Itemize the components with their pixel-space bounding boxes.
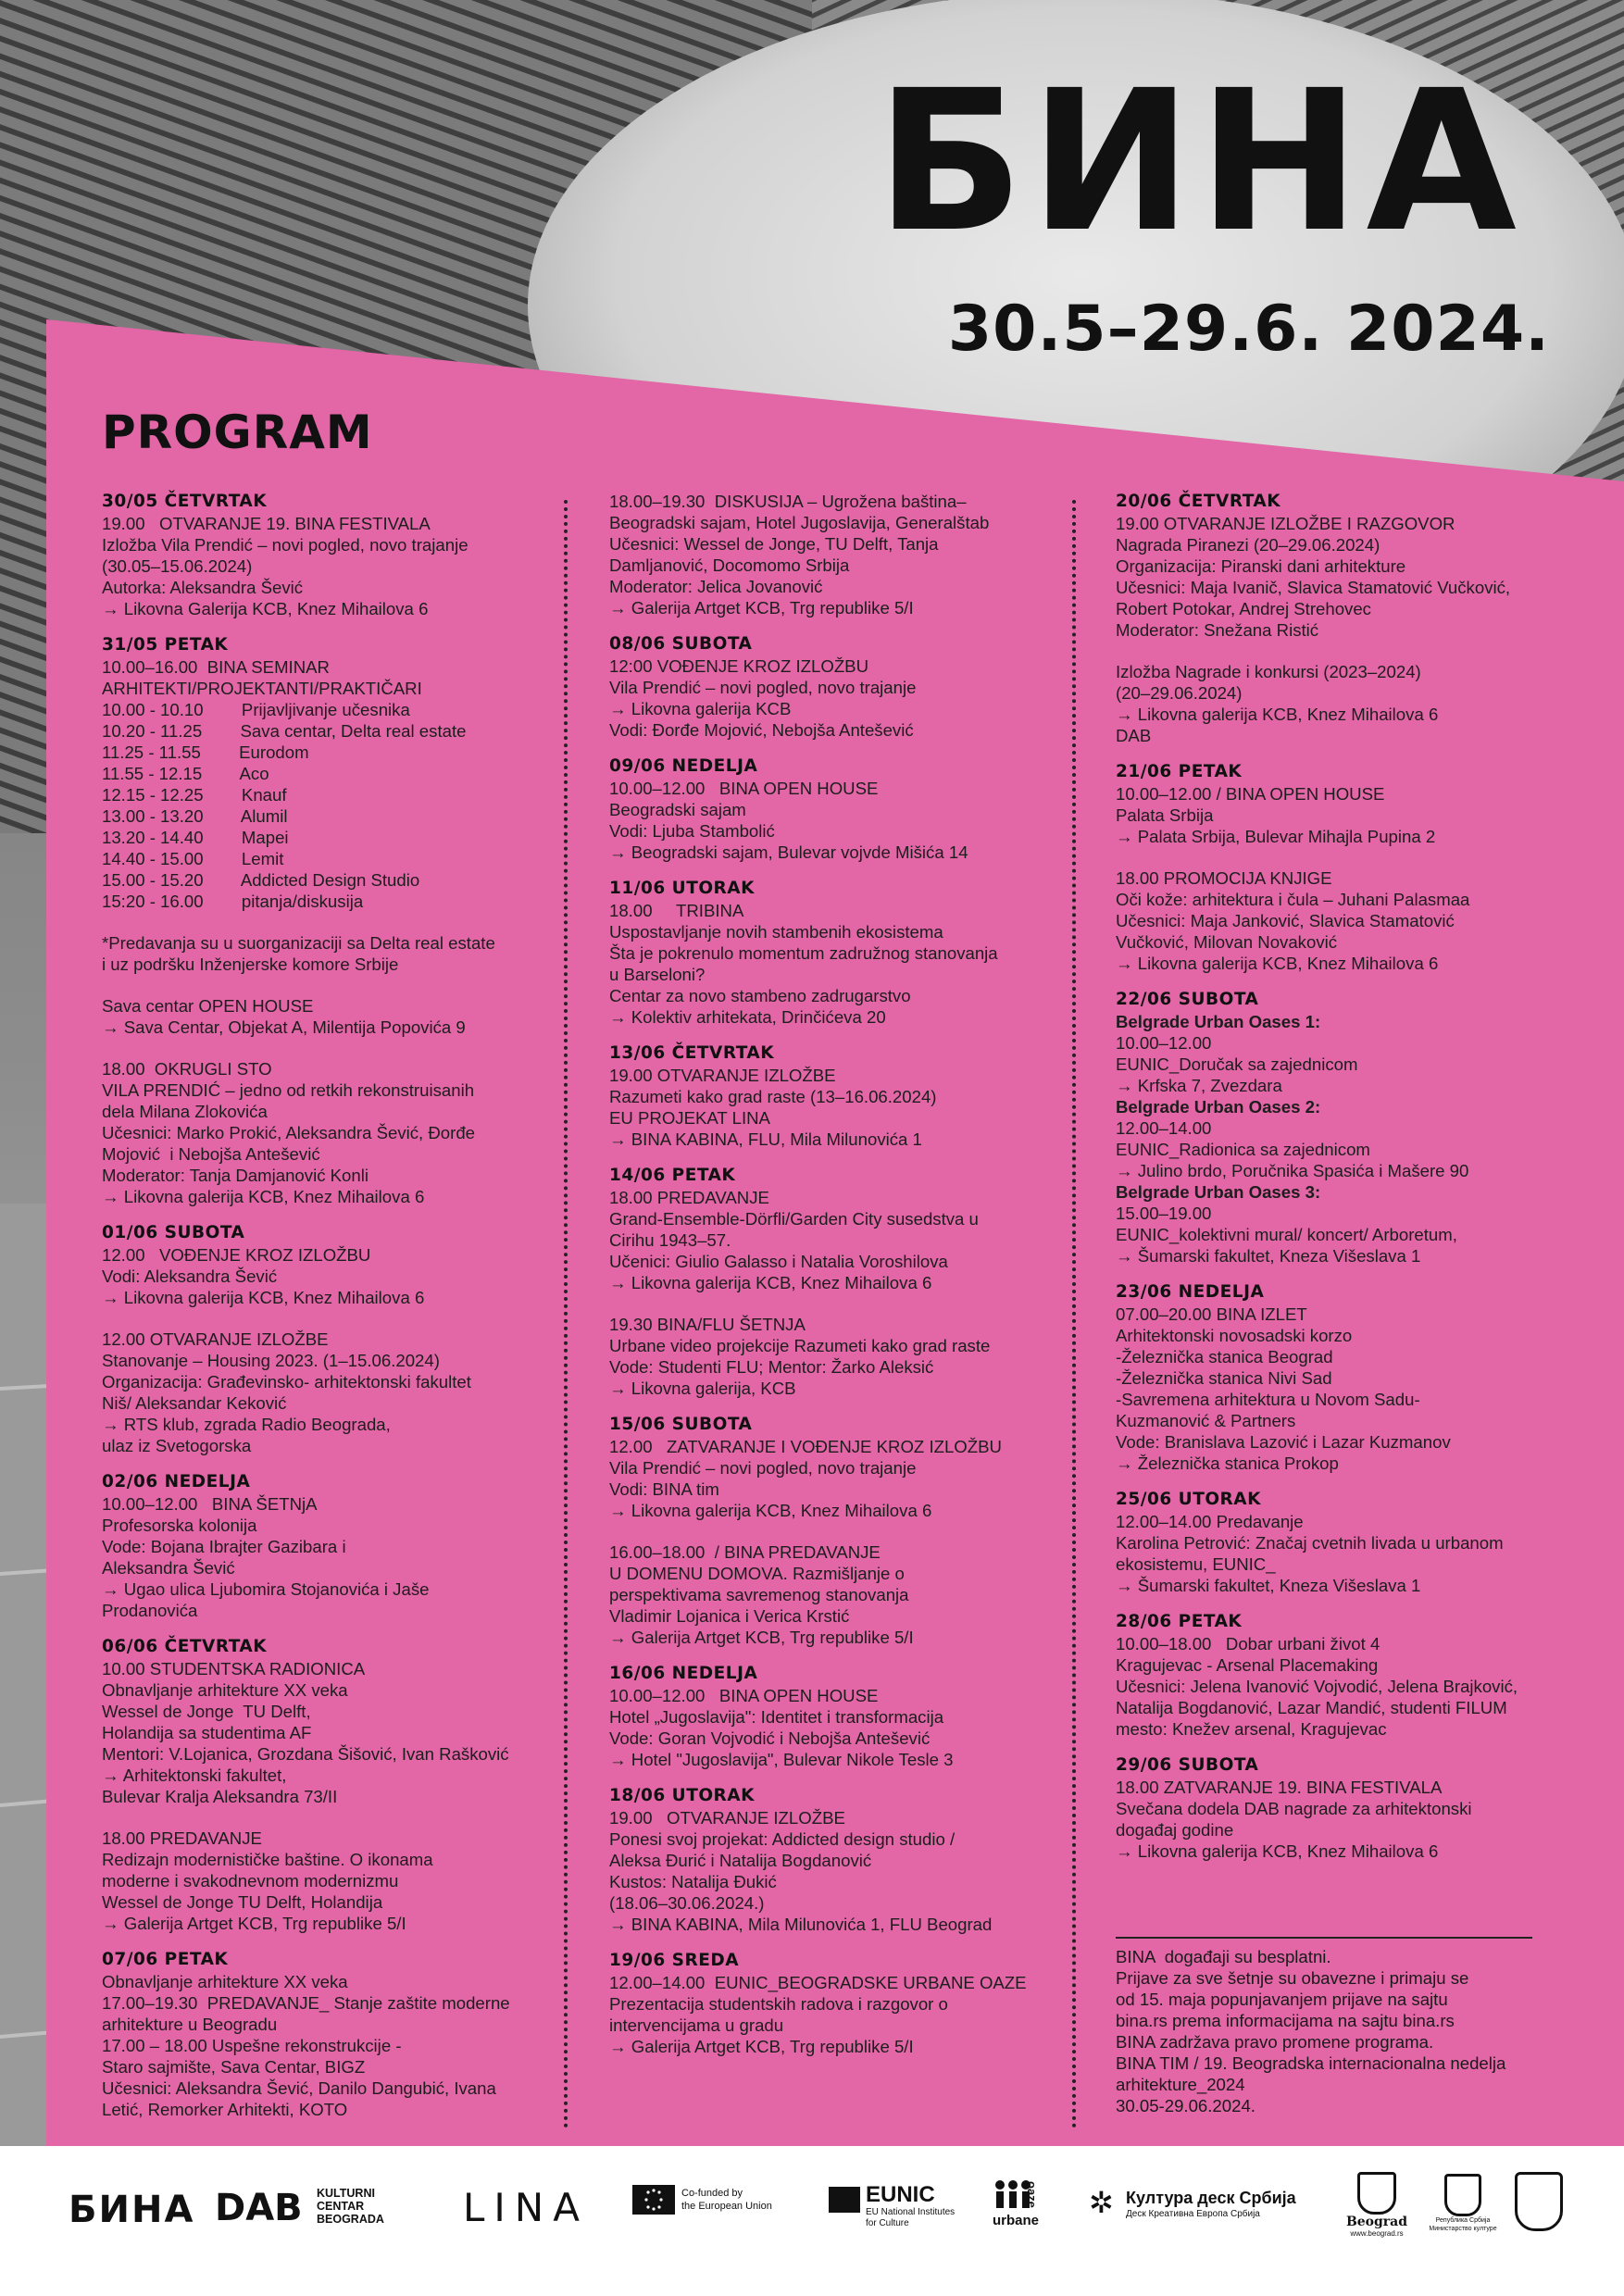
day-section [102,1949,620,2120]
event-line: → Galerija Artget KCB, Trg republike 5/I [102,1914,406,1933]
event-line: → Likovna galerija KCB [609,699,792,718]
event-line: 19.00 OTVARANJE IZLOŽBE I RAZGOVOR [1116,514,1455,533]
event-line: Stanovanje – Housing 2023. (1–15.06.2024) [102,1351,440,1370]
event-line: 18.00 PROMOCIJA KNJIGE [1116,868,1332,888]
urbane-oaze-logo: urbane oaze [993,2181,1040,2228]
lina-logo: LINA [463,2185,589,2230]
day-section [609,755,1128,863]
event-line: Niš/ Aleksandar Keković [102,1393,287,1413]
event-line: 12.00 VOĐENJE KROZ IZLOŽBU [102,1245,371,1265]
event-line: 13.20 - 14.40 Mapei [102,828,289,847]
event-line: 10.00 - 10.10 Prijavljivanje učesnika [102,700,410,719]
event-line: → Železnička stanica Prokop [1116,1454,1339,1473]
event-line: Arhitektonski novosadski korzo [1116,1326,1353,1345]
event-line: 18.00 PREDAVANJE [102,1828,262,1848]
event-line: Ponesi svoj projekat: Addicted design studio / [609,1829,956,1849]
day-heading: 09/06 NEDELJA [609,756,758,776]
event-line: Nagrada Piranezi (20–29.06.2024) [1116,535,1380,555]
event-line: → Šumarski fakultet, Kneza Višeslava 1 [1116,1576,1421,1595]
event-line: Uspostavljanje novih stambenih ekosistema [609,922,943,942]
event-line: Učesnici: Marko Prokić, Aleksandra Šević, Đorđe [102,1123,476,1142]
event-line: (20–29.06.2024) [1116,683,1243,703]
event-line: → Ugao ulica Ljubomira Stojanovića i Jaše [102,1579,430,1599]
event-line: 12.00–14.00 EUNIC_BEOGRADSKE URBANE OAZE [609,1973,1027,1992]
event-line: Staro sajmište, Sava Centar, BIGZ [102,2057,366,2077]
event-line: 11.25 - 11.55 Eurodom [102,742,309,762]
event-line: Kuzmanović & Partners [1116,1411,1296,1430]
event-line: 16.00–18.00 / BINA PREDAVANJE [609,1542,881,1562]
day-heading: 08/06 SUBOTA [609,634,753,654]
spacer [609,1293,1128,1314]
event-line: Učesnici: Aleksandra Šević, Danilo Dangubić, Ivana [102,2078,496,2098]
event-line: Moderator: Snežana Ristić [1116,620,1319,640]
event-line: Urbane video projekcije Razumeti kako grad raste [609,1336,991,1355]
program-column-3 [1116,491,1624,1862]
event-line: Belgrade Urban Oases 2: [1116,1097,1321,1117]
event-line: 10.00–18.00 Dobar urbani život 4 [1116,1634,1380,1653]
event-line: 10.00–12.00 BINA OPEN HOUSE [609,1686,879,1705]
day-section [609,878,1128,1028]
day-heading: 25/06 UTORAK [1116,1490,1261,1509]
event-line: 19.00 OTVARANJE IZLOŽBE [609,1808,845,1828]
day-heading: 20/06 ČETVRTAK [1116,492,1281,511]
event-line: 19.00 OTVARANJE IZLOŽBE [609,1066,836,1085]
event-line: *Predavanja su u suorganizaciji sa Delta real estate [102,933,495,953]
event-line: Profesorska kolonija [102,1516,257,1535]
event-line: Razumeti kako grad raste (13–16.06.2024) [609,1087,937,1106]
event-line: -Železnička stanica Nivi Sad [1116,1368,1332,1388]
sponsor-logos: БИНА DAB KULTURNI CENTAR BEOGRADA LINA Co-funded by the European Union EUNIC EU National Institutes for Culture urbane oaze ✲ Култура деск Србија Деск Креативна Европа Србија Beograd www.beograd.rs Република Србија Министарство културе [0,2146,1624,2296]
event-line: u Barseloni? [609,965,706,984]
event-line: (30.05–15.06.2024) [102,556,253,576]
event-line: EU PROJEKAT LINA [609,1108,770,1128]
event-line: Mojović i Nebojša Antešević [102,1144,320,1164]
event-line: VILA PRENDIĆ – jedno od retkih rekonstruisanih [102,1080,475,1100]
bina-logo: БИНА [69,2189,195,2231]
event-line: → RTS klub, zgrada Radio Beograda, [102,1415,391,1434]
spacer [102,1807,620,1828]
event-line: ARHITEKTI/PROJEKTANTI/PRAKTIČARI [102,679,422,698]
day-section [1116,989,1624,1267]
day-heading: 01/06 SUBOTA [102,1223,245,1242]
eu-flag-icon [632,2185,675,2215]
day-heading: 02/06 NEDELJA [102,1472,251,1491]
note-line: BINA TIM / 19. Beogradska internacionalna nedelja [1116,2053,1506,2073]
event-line: događaj godine [1116,1820,1234,1840]
event-line: 15.00 - 15.20 Addicted Design Studio [102,870,420,890]
event-line: → BINA KABINA, FLU, Mila Milunovića 1 [609,1129,922,1149]
day-heading: 23/06 NEDELJA [1116,1282,1265,1302]
serbia-coat-of-arms-icon [1444,2174,1481,2216]
event-line: Sava centar OPEN HOUSE [102,996,314,1016]
event-line: Beogradski sajam, Hotel Jugoslavija, Generalštab [609,513,990,532]
event-line: Učesnici: Maja Janković, Slavica Stamatović [1116,911,1455,930]
event-line: → Galerija Artget KCB, Trg republike 5/I [609,2037,914,2056]
day-heading: 14/06 PETAK [609,1166,736,1185]
event-line: ekosistemu, EUNIC_ [1116,1554,1276,1574]
day-heading: 22/06 SUBOTA [1116,990,1259,1009]
note-divider [1116,1937,1532,1939]
event-line: → Galerija Artget KCB, Trg republike 5/I [609,598,914,618]
spacer [609,1521,1128,1541]
day-section [1116,1281,1624,1474]
event-line: 10.00–12.00 [1116,1033,1212,1053]
dab-logo: DAB [215,2187,303,2229]
day-heading: 07/06 PETAK [102,1950,229,1969]
event-line: -Železnička stanica Beograd [1116,1347,1333,1366]
event-line: Vode: Bojana Ibrajter Gazibara i [102,1537,346,1556]
event-line: Kragujevac - Arsenal Placemaking [1116,1655,1379,1675]
day-section [609,633,1128,741]
ministry-logo: Република Србија Министарство културе [1426,2174,1500,2233]
note-line: Prijave za sve šetnje su obavezne i primaju se [1116,1968,1469,1988]
day-section [102,491,620,619]
day-section [1116,761,1624,974]
event-line: Mentori: V.Lojanica, Grozdana Šišović, Ivan Rašković [102,1744,509,1764]
event-line: Damljanović, Docomomo Srbija [609,555,850,575]
day-section [1116,1754,1624,1862]
event-line: perspektivama savremenog stanovanja [609,1585,909,1604]
event-line: Redizajn modernističke baštine. O ikonama [102,1850,433,1869]
event-line: → Arhitektonski fakultet, [102,1766,287,1785]
event-line: Letić, Remorker Arhitekti, KOTO [102,2100,348,2119]
day-section [1116,1611,1624,1740]
event-line: Vode: Goran Vojvodić i Nebojša Antešević [609,1728,931,1748]
event-line: 10.20 - 11.25 Sava centar, Delta real estate [102,721,467,741]
note-line: bina.rs prema informacijama na sajtu bina.rs [1116,2011,1455,2030]
event-line: Učesnici: Jelena Ivanović Vojvodić, Jelena Brajković, [1116,1677,1518,1696]
day-heading: 06/06 ČETVRTAK [102,1637,268,1656]
spacer [102,1308,620,1329]
event-line: Vladimir Lojanica i Verica Krstić [609,1606,850,1626]
event-line: 15:20 - 16.00 pitanja/diskusija [102,892,364,911]
event-line: → Sava Centar, Objekat A, Milentija Popovića 9 [102,1017,466,1037]
event-line: Vodi: BINA tim [609,1479,719,1499]
event-line: 12:00 VOĐENJE KROZ IZLOŽBU [609,656,869,676]
event-line: → Palata Srbija, Bulevar Mihajla Pupina 2 [1116,827,1436,846]
event-line: Vodi: Ljuba Stambolić [609,821,775,841]
day-section [102,634,620,1207]
event-line: 10.00–12.00 BINA OPEN HOUSE [609,779,879,798]
event-line: Učesnici: Wessel de Jonge, TU Delft, Tanja [609,534,939,554]
day-heading: 31/05 PETAK [102,635,229,655]
event-line: 11.55 - 12.15 Aco [102,764,269,783]
event-line: 13.00 - 13.20 Alumil [102,806,288,826]
event-line: Palata Srbija [1116,805,1214,825]
event-line: → Likovna galerija, KCB [609,1379,796,1398]
event-line: Prodanovića [102,1601,198,1620]
day-heading: 21/06 PETAK [1116,762,1243,781]
day-section [102,1222,620,1456]
event-line: Grand-Ensemble-Dörfli/Garden City susedstva u [609,1209,979,1229]
event-line: Wessel de Jonge TU Delft, [102,1702,311,1721]
event-line: U DOMENU DOMOVA. Razmišljanje o [609,1564,905,1583]
day-section [1116,491,1624,746]
info-note [1116,1946,1505,2116]
event-line: DAB [1116,726,1152,745]
spacer [102,912,620,932]
event-line: Moderator: Jelica Jovanović [609,577,823,596]
event-line: Vode: Branislava Lazović i Lazar Kuzmanov [1116,1432,1451,1452]
event-line: → Šumarski fakultet, Kneza Višeslava 1 [1116,1246,1421,1266]
festival-dates: 30.5–29.6. 2024. [947,293,1550,366]
beograd-crest-icon [1357,2172,1396,2215]
event-line: 12.00 OTVARANJE IZLOŽBE [102,1329,329,1349]
event-line: EUNIC_kolektivni mural/ koncert/ Arboretum, [1116,1225,1457,1244]
event-line: Wessel de Jonge TU Delft, Holandija [102,1892,383,1912]
event-line: Šta je pokrenulo momentum zadružnog stanovanja [609,943,998,963]
event-line: 19.30 BINA/FLU ŠETNJA [609,1315,806,1334]
event-line: Holandija sa studentima AF [102,1723,312,1742]
spacer [1116,847,1624,867]
day-heading: 16/06 NEDELJA [609,1664,758,1683]
event-line: Obnavljanje arhitekture XX veka [102,1680,348,1700]
day-heading: 11/06 UTORAK [609,879,755,898]
day-heading: 28/06 PETAK [1116,1612,1243,1631]
festival-logo: БИНА [875,48,1522,275]
event-line: → Likovna galerija KCB, Knez Mihailova 6 [1116,954,1439,973]
event-line: Aleksa Đurić i Natalija Bogdanović [609,1851,872,1870]
day-section [102,1636,620,1934]
event-line: 10.00–12.00 / BINA OPEN HOUSE [1116,784,1385,804]
event-line: Hotel „Jugoslavija": Identitet i transformacija [609,1707,944,1727]
event-line: (18.06–30.06.2024.) [609,1893,765,1913]
star-icon: ✲ [1089,2186,1114,2219]
program-title: PROGRAM [102,406,373,459]
event-line: Organizacija: Građevinsko- arhitektonski fakultet [102,1372,471,1391]
eunic-mark-icon [829,2187,860,2213]
day-section [609,1785,1128,1935]
event-line: → Likovna galerija KCB, Knez Mihailova 6 [102,1187,425,1206]
note-line: BINA zadržava pravo promene programa. [1116,2032,1434,2052]
event-line: mesto: Knežev arsenal, Kragujevac [1116,1719,1387,1739]
program-column-2 [609,491,1128,2057]
eunic-logo: EUNIC EU National Institutes for Culture [829,2183,968,2224]
spacer [1116,641,1624,661]
event-line: Vila Prendić – novi pogled, novo trajanje [609,678,917,697]
event-line: → Hotel "Jugoslavija", Bulevar Nikole Tesle 3 [609,1750,954,1769]
event-line: Robert Potokar, Andrej Strehovec [1116,599,1371,618]
event-line: → Galerija Artget KCB, Trg republike 5/I [609,1628,914,1647]
event-line: Obnavljanje arhitekture XX veka [102,1972,348,1991]
note-line: 30.05-29.06.2024. [1116,2096,1255,2115]
beograd-logo: Beograd www.beograd.rs [1340,2172,1414,2238]
event-line: 18.00 TRIBINA [609,901,744,920]
event-line: dela Milana Zlokovića [102,1102,268,1121]
event-line: Cirihu 1943–57. [609,1230,731,1250]
eu-logo: Co-funded by the European Union [632,2185,771,2222]
day-heading: 15/06 SUBOTA [609,1415,753,1434]
event-line: Aleksandra Šević [102,1558,235,1578]
day-heading: 13/06 ČETVRTAK [609,1043,775,1063]
event-line: 18.00 OKRUGLI STO [102,1059,272,1079]
event-line: Vučković, Milovan Novaković [1116,932,1338,952]
event-line: Prezentacija studentskih radova i razgovor o [609,1994,948,2014]
event-line: → Kolektiv arhitekata, Drinčićeva 20 [609,1007,886,1027]
event-line: 18.00 ZATVARANJE 19. BINA FESTIVALA [1116,1778,1443,1797]
event-line: arhitekture u Beogradu [102,2015,278,2034]
day-heading: 30/05 ČETVRTAK [102,492,268,511]
event-line: Oči kože: arhitektura i čula – Juhani Palasmaa [1116,890,1470,909]
column-divider-2 [1072,500,1076,2129]
event-line: Izložba Nagrade i konkursi (2023–2024) [1116,662,1421,681]
city-crest-icon [1515,2172,1563,2231]
event-line: 07.00–20.00 BINA IZLET [1116,1304,1307,1324]
event-line: Vodi: Aleksandra Šević [102,1267,278,1286]
kcb-logo: KULTURNI CENTAR BEOGRADA [317,2187,384,2226]
day-section [609,1165,1128,1399]
event-line: Beogradski sajam [609,800,746,819]
event-line: EUNIC_Radionica sa zajednicom [1116,1140,1370,1159]
event-line: → Likovna galerija KCB, Knez Mihailova 6 [1116,1841,1439,1861]
event-line: Vode: Studenti FLU; Mentor: Žarko Aleksić [609,1357,934,1377]
event-line: moderne i svakodnevnom modernizmu [102,1871,399,1890]
event-line: ulaz iz Svetogorska [102,1436,252,1455]
event-line: 12.00–14.00 [1116,1118,1212,1138]
event-line: -Savremena arhitektura u Novom Sadu- [1116,1390,1420,1409]
event-line: 17.00 – 18.00 Uspešne rekonstrukcije - [102,2036,402,2055]
program-column-1 [102,491,620,2120]
event-line: → BINA KABINA, Mila Milunovića 1, FLU Beograd [609,1915,993,1934]
event-line: 10.00 STUDENTSKA RADIONICA [102,1659,366,1678]
event-line: Svečana dodela DAB nagrade za arhitektonski [1116,1799,1472,1818]
event-line: 12.00 ZATVARANJE I VOĐENJE KROZ IZLOŽBU [609,1437,1002,1456]
event-line: → Likovna galerija KCB, Knez Mihailova 6 [609,1273,932,1292]
event-line: Moderator: Tanja Damjanović Konli [102,1166,369,1185]
event-line: 18.00 PREDAVANJE [609,1188,769,1207]
day-section [102,1471,620,1621]
event-line: Autorka: Aleksandra Šević [102,578,304,597]
event-line: → Likovna Galerija KCB, Knez Mihailova 6 [102,599,429,618]
event-line: → Likovna galerija KCB, Knez Mihailova 6 [1116,705,1439,724]
day-section [609,1042,1128,1150]
event-line: 10.00–12.00 BINA ŠETNjA [102,1494,318,1514]
day-section [1116,1489,1624,1596]
event-line: 12.15 - 12.25 Knauf [102,785,287,805]
event-line: 15.00–19.00 [1116,1204,1212,1223]
spacer [102,975,620,995]
event-line: → Julino brdo, Poručnika Spasića i Mašere 90 [1116,1161,1469,1180]
event-line: EUNIC_Doručak sa zajednicom [1116,1054,1358,1074]
event-line: Belgrade Urban Oases 3: [1116,1182,1321,1202]
event-line: 14.40 - 15.00 Lemit [102,849,284,868]
spacer [102,1038,620,1058]
event-line: 17.00–19.30 PREDAVANJE_ Stanje zaštite moderne [102,1993,510,2013]
event-line: → Beogradski sajam, Bulevar vojvde Mišića 14 [609,842,968,862]
note-line: BINA događaji su besplatni. [1116,1947,1331,1966]
note-line: od 15. maja popunjavanjem prijave na sajtu [1116,1990,1448,2009]
event-line: i uz podršku Inženjerske komore Srbije [102,955,399,974]
event-line: Centar za novo stambeno zadrugarstvo [609,986,911,1005]
event-line: Kustos: Natalija Đukić [609,1872,777,1891]
event-line: Učesnici: Maja Ivanič, Slavica Stamatović Vučković, [1116,578,1511,597]
event-line: 12.00–14.00 Predavanje [1116,1512,1304,1531]
event-line: Organizacija: Piranski dani arhitekture [1116,556,1406,576]
event-line: 10.00–16.00 BINA SEMINAR [102,657,330,677]
event-line: Vodi: Đorđe Mojović, Nebojša Antešević [609,720,914,740]
day-section [609,1663,1128,1770]
event-line: Natalija Bogdanović, Lazar Mandić, studenti FILUM [1116,1698,1507,1717]
event-line: Belgrade Urban Oases 1: [1116,1012,1321,1031]
day-section [609,1414,1128,1648]
day-section [609,1950,1128,2057]
column-divider-1 [564,500,568,2129]
day-heading: 29/06 SUBOTA [1116,1755,1259,1775]
event-line: Učenici: Giulio Galasso i Natalia Voroshilova [609,1252,948,1271]
event-line: 19.00 OTVARANJE 19. BINA FESTIVALA [102,514,431,533]
event-line: Bulevar Kralja Aleksandra 73/II [102,1787,338,1806]
day-section [609,491,1128,618]
event-line: Izložba Vila Prendić – novi pogled, novo trajanje [102,535,468,555]
event-line: → Likovna galerija KCB, Knez Mihailova 6 [609,1501,932,1520]
event-line: Karolina Petrović: Značaj cvetnih livada u urbanom [1116,1533,1504,1553]
event-line: intervencijama u gradu [609,2015,784,2035]
event-line: → Likovna galerija KCB, Knez Mihailova 6 [102,1288,425,1307]
event-line: 18.00–19.30 DISKUSIJA – Ugrožena baština– [609,492,967,511]
note-line: arhitekture_2024 [1116,2075,1245,2094]
day-heading: 18/06 UTORAK [609,1786,755,1805]
day-heading: 19/06 SREDA [609,1951,740,1970]
event-line: Vila Prendić – novi pogled, novo trajanje [609,1458,917,1478]
event-line: → Krfska 7, Zvezdara [1116,1076,1282,1095]
